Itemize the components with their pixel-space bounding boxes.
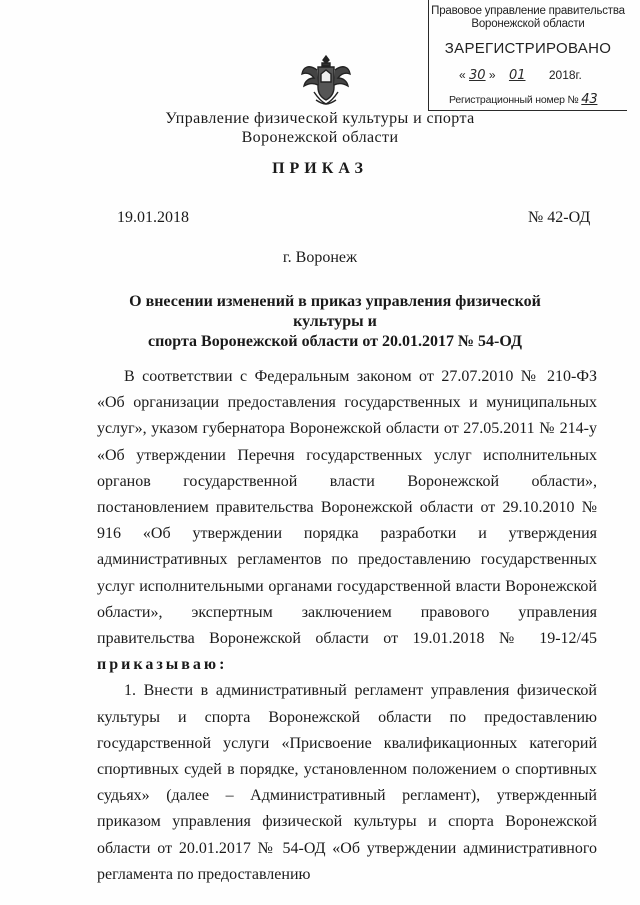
stamp-regnum-value: 43 xyxy=(581,92,598,107)
order-body xyxy=(97,364,597,888)
stamp-department-line1: Правовое управление правительства xyxy=(431,5,625,17)
organization-name-line1: Управление физической культуры и спорта xyxy=(165,110,475,127)
order-number: № 42-ОД xyxy=(528,209,591,226)
subject-line2: спорта Воронежской области от 20.01.2017 № 54-ОД xyxy=(147,333,523,350)
stamp-department-line2: Воронежской области xyxy=(471,18,585,30)
stamp-date-month: 01 xyxy=(508,68,526,83)
stamp-date-close-quote: » xyxy=(488,68,496,82)
issue-city: г. Воронеж xyxy=(282,249,358,266)
stamp-regnum-label: Регистрационный номер № xyxy=(449,94,579,106)
organization-name-line2: Воронежской области xyxy=(241,129,399,146)
stamp-date-open-quote: « xyxy=(459,68,466,82)
coat-of-arms-icon xyxy=(300,52,352,108)
order-keyword: приказываю: xyxy=(97,656,228,674)
preamble-paragraph xyxy=(97,364,597,678)
stamp-date xyxy=(459,68,582,83)
order-subject xyxy=(100,292,570,352)
stamp-registered-label: ЗАРЕГИСТРИРОВАНО xyxy=(444,40,612,57)
clause-1-paragraph: 1. Внести в административный регламент управления физической культуры и спорта Воронежской области по предоставлению государственной услуги «Присвоение квалификационных категорий спортивных судей в порядке, установленном положением о спортивных судьях» (далее – Административный регламент), утвержденный приказом управления физической культуры и спорта Воронежской области от 20.01.2017 № 54-ОД «Об утверждении административного регламента по предоставлению xyxy=(97,682,597,883)
preamble-text: В соответствии с Федеральным законом от 27.07.2010 № 210-ФЗ «Об организации предоставления государственных и муниципальных услуг», указом губернатора Воронежской области от 27.05.2011 № 214-у «Об утверждении Перечня государственных услуг исполнительных органов государственной власти Воронежской области», постановлением правительства Воронежской области от 29.10.2010 № 916 «Об утверждении порядка разработки и утверждения административных регламентов по предоставлению государственных услуг исполнительными органами государственной власти Воронежской области», экспертным заключением правового управления правительства Воронежской области от 19.01.2018 № 19-12/45 xyxy=(97,368,597,648)
stamp-date-day: 30 xyxy=(469,68,486,83)
stamp-registration-number xyxy=(449,92,597,107)
document-type-title: ПРИКАЗ xyxy=(272,160,368,177)
order-date: 19.01.2018 xyxy=(117,209,189,226)
stamp-date-year: 2018г. xyxy=(548,68,582,82)
registration-stamp xyxy=(428,0,627,111)
subject-line1: О внесении изменений в приказ управления физической культуры и xyxy=(129,293,541,330)
